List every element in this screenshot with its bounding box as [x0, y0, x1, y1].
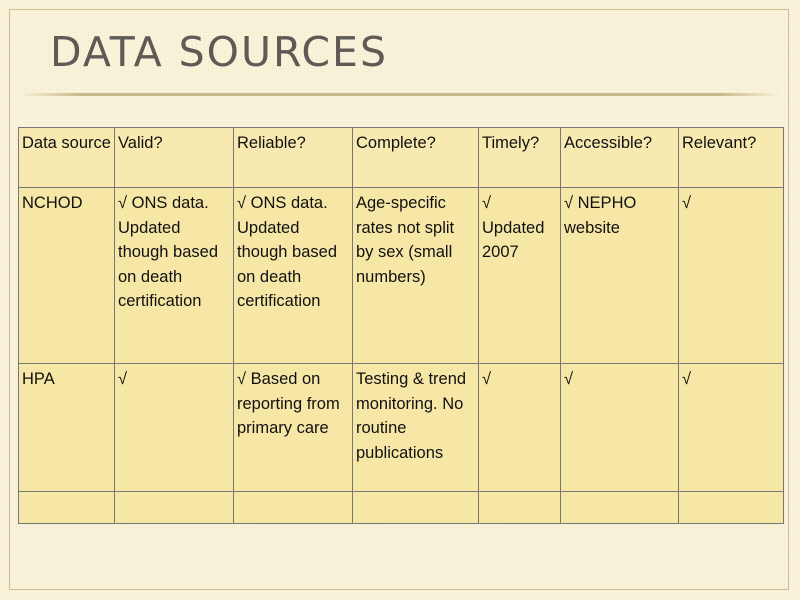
header-complete: Complete?	[353, 128, 479, 188]
cell-empty	[561, 492, 679, 524]
header-data-source: Data source	[19, 128, 115, 188]
table-header-row	[19, 128, 784, 188]
header-reliable: Reliable?	[234, 128, 353, 188]
cell-valid: √ ONS data. Updated though based on death certification	[115, 188, 234, 364]
cell-empty	[115, 492, 234, 524]
cell-reliable: √ Based on reporting from primary care	[234, 364, 353, 492]
cell-empty	[679, 492, 784, 524]
cell-source: NCHOD	[19, 188, 115, 364]
slide-title: DATA SOURCES	[50, 28, 388, 76]
cell-timely: √	[479, 364, 561, 492]
header-valid: Valid?	[115, 128, 234, 188]
table-row	[19, 188, 784, 364]
table-row	[19, 364, 784, 492]
cell-complete: Age-specific rates not split by sex (small numbers)	[353, 188, 479, 364]
cell-accessible: √	[561, 364, 679, 492]
cell-empty	[19, 492, 115, 524]
cell-empty	[479, 492, 561, 524]
header-accessible: Accessible?	[561, 128, 679, 188]
cell-timely: √ Updated 2007	[479, 188, 561, 364]
data-sources-table	[18, 127, 784, 524]
cell-accessible: √ NEPHO website	[561, 188, 679, 364]
cell-relevant: √	[679, 364, 784, 492]
cell-empty	[234, 492, 353, 524]
cell-reliable: √ ONS data. Updated though based on death certification	[234, 188, 353, 364]
header-relevant: Relevant?	[679, 128, 784, 188]
header-timely: Timely?	[479, 128, 561, 188]
cell-source: HPA	[19, 364, 115, 492]
cell-valid: √	[115, 364, 234, 492]
cell-complete: Testing & trend monitoring. No routine publications	[353, 364, 479, 492]
table-row-empty	[19, 492, 784, 524]
cell-empty	[353, 492, 479, 524]
cell-relevant: √	[679, 188, 784, 364]
title-divider	[20, 93, 780, 96]
